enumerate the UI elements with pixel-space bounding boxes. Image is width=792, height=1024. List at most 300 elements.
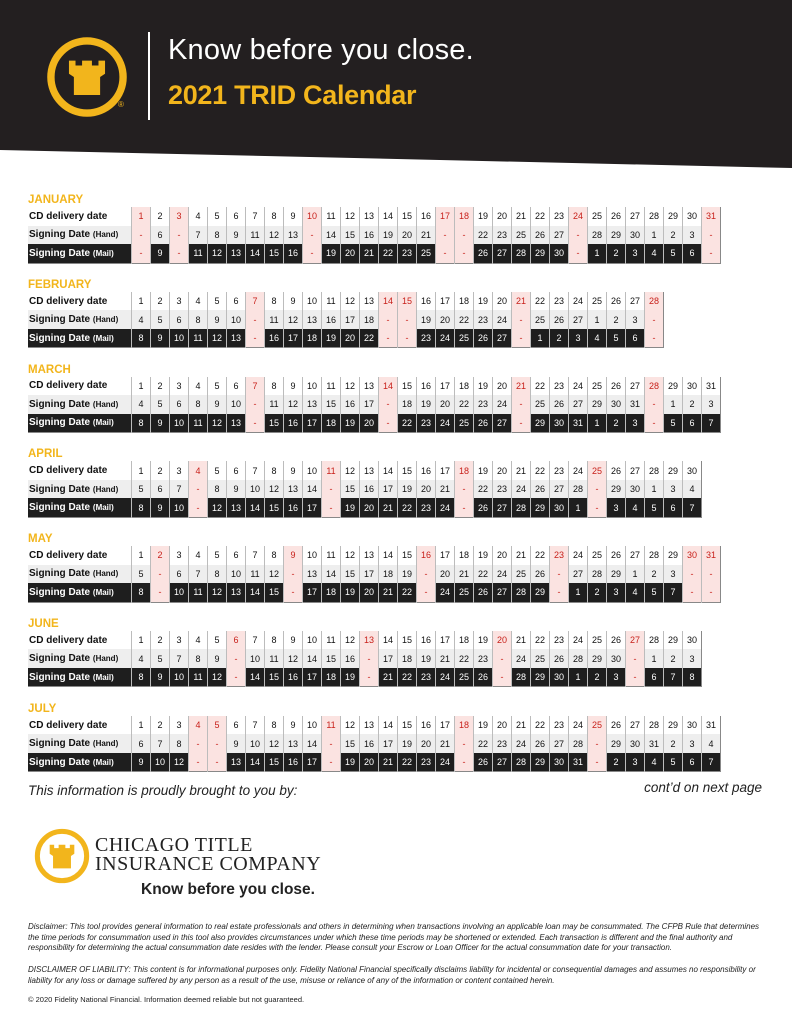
day-cell: 7 [189,226,208,245]
day-cell: 29 [531,244,550,263]
day-cell: 29 [664,461,683,480]
row-label: CD delivery date [28,207,132,226]
day-cell: 13 [360,292,379,311]
cd-delivery-row [28,292,664,311]
day-cell: 3 [170,207,189,226]
day-cell: 14 [303,734,322,753]
day-cell: 21 [512,716,531,735]
day-cell: 22 [398,414,417,433]
day-cell: 9 [151,244,170,263]
day-cell: 24 [569,207,588,226]
day-cell: 6 [170,565,189,584]
day-cell: 16 [417,546,436,565]
day-cell: 30 [626,226,645,245]
day-cell: 26 [474,498,493,517]
day-cell: 9 [151,329,170,348]
month-block-march [28,363,768,448]
day-cell: 8 [265,461,284,480]
day-cell: 10 [246,480,265,499]
day-cell: 13 [360,207,379,226]
day-cell: 5 [645,498,664,517]
signing-hand-row [28,480,702,499]
day-cell: 4 [645,753,664,772]
day-cell: 21 [379,498,398,517]
row-label-main: Signing Date [29,671,91,683]
day-cell: 24 [436,753,455,772]
day-cell: 23 [550,631,569,650]
day-cell: 11 [189,668,208,687]
day-cell: 2 [664,734,683,753]
day-cell: 28 [645,716,664,735]
day-cell: 14 [379,207,398,226]
day-cell: 2 [151,377,170,396]
day-cell: 21 [436,734,455,753]
day-cell: 9 [208,395,227,414]
day-cell: 28 [645,207,664,226]
row-label [28,414,132,433]
day-cell: - [360,668,379,687]
day-cell: - [303,244,322,263]
day-cell: 22 [531,292,550,311]
day-cell: 1 [588,244,607,263]
day-cell: 4 [132,310,151,329]
cd-delivery-row [28,377,721,396]
day-cell: 13 [303,565,322,584]
day-cell: 16 [284,414,303,433]
day-cell: 30 [683,546,702,565]
day-cell: 15 [265,668,284,687]
day-cell: 16 [360,226,379,245]
signing-mail-row [28,329,664,348]
day-cell: 3 [607,498,626,517]
day-cell: 13 [227,583,246,602]
day-cell: 15 [341,734,360,753]
day-cell: 2 [645,565,664,584]
row-label: CD delivery date [28,292,132,311]
month-name: JULY [28,702,57,715]
day-cell: 13 [284,226,303,245]
day-cell: 31 [645,734,664,753]
day-cell: 8 [265,292,284,311]
day-cell: - [455,480,474,499]
day-cell: 16 [360,480,379,499]
day-cell: 4 [189,292,208,311]
day-cell: 9 [208,310,227,329]
day-cell: 28 [588,565,607,584]
day-cell: 8 [265,377,284,396]
day-cell: 5 [664,244,683,263]
day-cell: 29 [607,565,626,584]
day-cell: 14 [246,244,265,263]
day-cell: 20 [417,734,436,753]
day-cell: - [455,244,474,263]
day-cell: 3 [170,631,189,650]
day-cell: 28 [512,498,531,517]
day-cell: 5 [664,414,683,433]
day-cell: 15 [398,292,417,311]
signing-mail-row [28,583,721,602]
day-cell: - [398,310,417,329]
day-cell: 19 [398,734,417,753]
day-cell: 23 [398,244,417,263]
day-cell: 30 [683,716,702,735]
day-cell: 19 [474,546,493,565]
day-cell: 28 [569,480,588,499]
day-cell: 14 [246,583,265,602]
day-cell: 3 [683,734,702,753]
day-cell: 24 [493,395,512,414]
day-cell: 20 [493,292,512,311]
day-cell: 24 [493,310,512,329]
day-cell: - [645,310,664,329]
day-cell: 25 [455,583,474,602]
row-label-main: Signing Date [29,247,91,259]
day-cell: 6 [227,546,246,565]
day-cell: - [436,244,455,263]
day-cell: 5 [132,565,151,584]
day-cell: 6 [227,207,246,226]
day-cell: 1 [569,668,588,687]
day-cell: 27 [493,244,512,263]
day-cell: - [151,565,170,584]
day-cell: - [246,310,265,329]
day-cell: 22 [455,310,474,329]
day-cell: 29 [664,716,683,735]
row-label-method: (Mail) [92,418,114,428]
day-cell: - [550,565,569,584]
month-table [28,631,702,688]
day-cell: 9 [284,716,303,735]
day-cell: 1 [569,583,588,602]
day-cell: 7 [246,207,265,226]
day-cell: 7 [683,498,702,517]
day-cell: 7 [664,668,683,687]
day-cell: 25 [588,207,607,226]
day-cell: 12 [341,377,360,396]
day-cell: 30 [607,395,626,414]
day-cell: 23 [550,546,569,565]
day-cell: 14 [379,546,398,565]
day-cell: 23 [474,649,493,668]
day-cell: 29 [531,583,550,602]
day-cell: 14 [379,631,398,650]
day-cell: 9 [227,480,246,499]
day-cell: 29 [588,395,607,414]
day-cell: 11 [322,716,341,735]
day-cell: 3 [664,480,683,499]
row-label-main: Signing Date [29,653,91,665]
signing-mail-row [28,244,721,263]
day-cell: - [645,395,664,414]
day-cell: 30 [607,649,626,668]
day-cell: 26 [531,480,550,499]
day-cell: 16 [417,716,436,735]
day-cell: 6 [227,631,246,650]
day-cell: 12 [208,244,227,263]
day-cell: 5 [208,546,227,565]
day-cell: 9 [284,461,303,480]
day-cell: - [702,565,721,584]
day-cell: 2 [607,244,626,263]
day-cell: 18 [455,292,474,311]
month-table [28,292,664,349]
row-label-method: (Hand) [92,654,119,664]
signing-hand-row [28,226,721,245]
day-cell: 13 [360,377,379,396]
day-cell: 9 [151,668,170,687]
day-cell: 17 [436,207,455,226]
day-cell: 3 [569,329,588,348]
day-cell: - [132,226,151,245]
day-cell: 11 [246,226,265,245]
day-cell: - [246,329,265,348]
day-cell: 27 [626,377,645,396]
row-label [28,395,132,414]
day-cell: 29 [588,649,607,668]
row-label-main: Signing Date [29,586,91,598]
day-cell: 17 [379,480,398,499]
day-cell: 23 [417,668,436,687]
day-cell: - [227,649,246,668]
day-cell: 6 [683,753,702,772]
day-cell: 29 [664,631,683,650]
month-block-february [28,278,768,363]
day-cell: 6 [227,377,246,396]
day-cell: - [645,329,664,348]
month-name: MARCH [28,363,71,376]
day-cell: 25 [512,565,531,584]
day-cell: 9 [151,498,170,517]
cd-delivery-row [28,631,702,650]
day-cell: 11 [189,244,208,263]
day-cell: 5 [151,395,170,414]
day-cell: 19 [341,668,360,687]
day-cell: 3 [607,668,626,687]
day-cell: 21 [512,546,531,565]
day-cell: 17 [436,631,455,650]
day-cell: 8 [208,480,227,499]
month-name: FEBRUARY [28,278,92,291]
signing-mail-row [28,414,721,433]
day-cell: 18 [322,414,341,433]
continued-note: cont’d on next page [644,780,762,795]
day-cell: 16 [417,461,436,480]
day-cell: 14 [379,377,398,396]
day-cell: 7 [702,414,721,433]
day-cell: - [550,583,569,602]
day-cell: 22 [474,734,493,753]
day-cell: 4 [189,631,208,650]
day-cell: 11 [189,583,208,602]
day-cell: 15 [398,207,417,226]
day-cell: 7 [664,583,683,602]
day-cell: 29 [531,498,550,517]
day-cell: 10 [227,565,246,584]
day-cell: 16 [417,377,436,396]
day-cell: 29 [664,377,683,396]
day-cell: 8 [132,414,151,433]
day-cell: - [626,649,645,668]
day-cell: - [284,565,303,584]
day-cell: 6 [227,461,246,480]
day-cell: 23 [417,498,436,517]
day-cell: 12 [265,480,284,499]
day-cell: 10 [170,498,189,517]
day-cell: 24 [569,461,588,480]
day-cell: 25 [455,329,474,348]
day-cell: 3 [170,292,189,311]
day-cell: 14 [379,292,398,311]
day-cell: 27 [626,716,645,735]
row-label-method: (Hand) [92,569,119,579]
day-cell: 6 [664,498,683,517]
day-cell: 29 [664,546,683,565]
day-cell: 8 [208,226,227,245]
day-cell: 18 [455,461,474,480]
header-banner [0,0,792,190]
day-cell: 2 [588,668,607,687]
day-cell: 27 [550,734,569,753]
day-cell: 11 [265,310,284,329]
day-cell: 27 [550,480,569,499]
day-cell: 9 [284,292,303,311]
day-cell: 26 [550,310,569,329]
day-cell: 9 [208,649,227,668]
day-cell: 19 [474,377,493,396]
day-cell: 26 [607,716,626,735]
day-cell: - [208,734,227,753]
day-cell: 19 [474,461,493,480]
day-cell: - [360,649,379,668]
day-cell: - [417,583,436,602]
day-cell: 3 [626,753,645,772]
day-cell: 5 [607,329,626,348]
row-label [28,480,132,499]
day-cell: 18 [322,583,341,602]
day-cell: 6 [132,734,151,753]
day-cell: 23 [493,480,512,499]
day-cell: 29 [531,753,550,772]
day-cell: 9 [227,226,246,245]
day-cell: 1 [132,716,151,735]
day-cell: 19 [474,716,493,735]
day-cell: - [683,565,702,584]
day-cell: 22 [531,631,550,650]
day-cell: - [702,583,721,602]
day-cell: - [132,244,151,263]
cd-delivery-row [28,461,702,480]
day-cell: 17 [303,753,322,772]
day-cell: 17 [303,414,322,433]
day-cell: 5 [151,649,170,668]
day-cell: 14 [303,649,322,668]
day-cell: 4 [189,716,208,735]
day-cell: 12 [208,668,227,687]
day-cell: 25 [588,461,607,480]
day-cell: 26 [474,244,493,263]
day-cell: 22 [398,583,417,602]
day-cell: 30 [550,244,569,263]
day-cell: 1 [645,480,664,499]
day-cell: 26 [607,546,626,565]
day-cell: - [246,395,265,414]
day-cell: - [512,310,531,329]
day-cell: 13 [360,461,379,480]
row-label [28,329,132,348]
day-cell: 20 [360,753,379,772]
header-tagline: Know before you close. [168,34,474,66]
day-cell: 8 [265,631,284,650]
day-cell: 1 [588,310,607,329]
month-table [28,207,721,264]
day-cell: 6 [170,395,189,414]
day-cell: 2 [607,310,626,329]
day-cell: 18 [455,546,474,565]
row-label-main: Signing Date [29,314,91,326]
day-cell: 24 [436,498,455,517]
day-cell: 17 [360,565,379,584]
day-cell: 16 [417,292,436,311]
month-block-january [28,193,768,278]
day-cell: 3 [607,583,626,602]
day-cell: 11 [265,395,284,414]
day-cell: 1 [664,395,683,414]
day-cell: 22 [531,546,550,565]
day-cell: 24 [569,377,588,396]
day-cell: 28 [512,583,531,602]
day-cell: 30 [683,207,702,226]
day-cell: 12 [341,292,360,311]
day-cell: - [322,480,341,499]
day-cell: 30 [626,480,645,499]
day-cell: 26 [474,414,493,433]
day-cell: 19 [417,395,436,414]
row-label [28,565,132,584]
day-cell: 17 [360,395,379,414]
row-label-method: (Hand) [92,484,119,494]
day-cell: 20 [360,414,379,433]
company-name-line2: INSURANCE COMPANY [95,853,322,875]
day-cell: 23 [474,310,493,329]
day-cell: 9 [284,207,303,226]
day-cell: 11 [265,649,284,668]
day-cell: 19 [341,414,360,433]
day-cell: 2 [151,631,170,650]
day-cell: 26 [607,377,626,396]
day-cell: 14 [322,565,341,584]
day-cell: 27 [626,461,645,480]
day-cell: 23 [550,377,569,396]
row-label-method: (Mail) [92,757,114,767]
day-cell: 5 [132,480,151,499]
day-cell: 21 [360,244,379,263]
day-cell: 9 [151,414,170,433]
row-label-main: Signing Date [29,502,91,514]
day-cell: 23 [550,716,569,735]
day-cell: 8 [132,498,151,517]
day-cell: 1 [569,498,588,517]
day-cell: 22 [398,498,417,517]
row-label [28,583,132,602]
row-label [28,498,132,517]
day-cell: 7 [246,292,265,311]
day-cell: 18 [379,565,398,584]
day-cell: 16 [360,734,379,753]
day-cell: 11 [322,631,341,650]
row-label-method: (Mail) [92,672,114,682]
day-cell: 12 [265,565,284,584]
day-cell: 27 [626,631,645,650]
